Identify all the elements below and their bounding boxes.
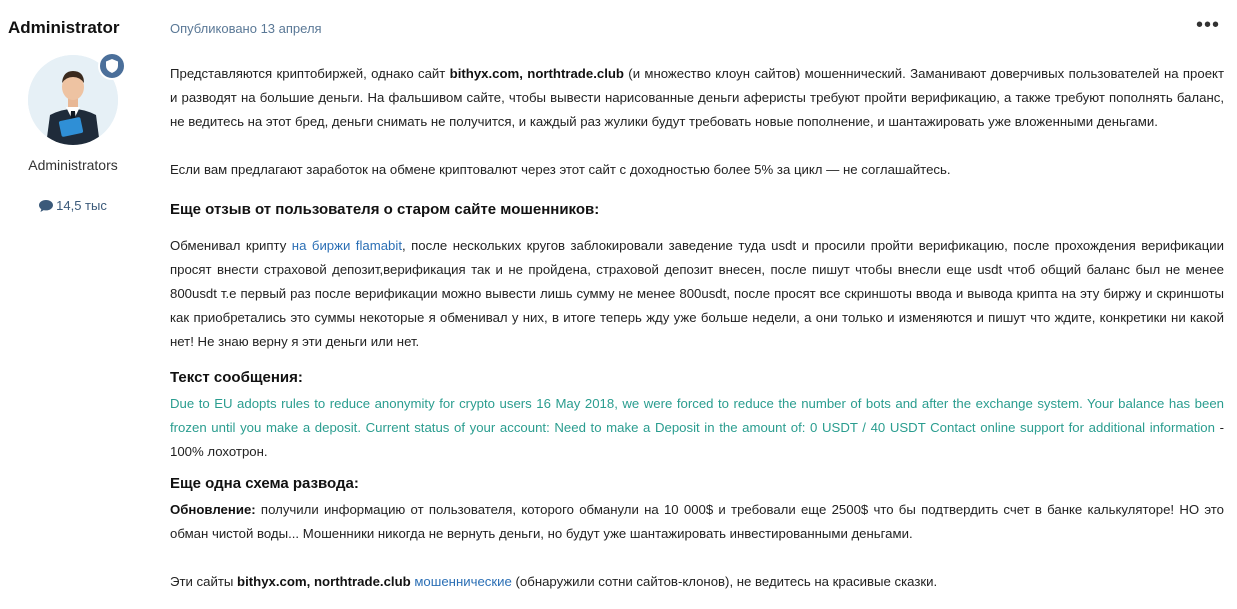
text: Эти сайты	[170, 574, 238, 589]
author-name[interactable]: Administrator	[8, 18, 120, 37]
text: Представляются криптобиржей, однако сайт	[170, 66, 450, 81]
text: (и множество клоун сайтов) мошеннический. Заманивают доверчивых пользователей на проект и разводят на большие деньги. На фальшивом сайте, чтобы вывести нарисованные деньги аферисты требуют пройти верификацию, а также требуют пополнять баланс, не ведитесь на этот бред, деньги снимать не получится, и каждый раз жулики будут требовать новые пополнение, и шантажировать уже вложенными деньгами.	[170, 66, 1225, 129]
text: (обнаружили сотни сайтов-клонов), не ведитесь на красивые сказки.	[511, 574, 938, 589]
paragraph-final	[170, 570, 1224, 594]
post-count-value: 14,5 тыс	[56, 198, 107, 213]
heading-message: Текст сообщения:	[170, 369, 303, 386]
comment-icon	[39, 200, 53, 212]
bold-sites: bithyx.com, northtrade.club	[449, 66, 624, 81]
paragraph-message	[170, 392, 1224, 464]
text: Обменивал крипту	[170, 238, 292, 253]
quoted-message: Due to EU adopts rules to reduce anonymity for crypto users 16 May 2018, we were forced to reduce the number of bots and after the exchange system. Your balance has been frozen until you make a deposit. Current status of your account: Need to make a Deposit in the amount of: 0 USDT / 40 USDT Contact online support for additional information	[170, 396, 1224, 435]
author-post-count[interactable]	[0, 198, 146, 213]
paragraph-review	[170, 234, 1224, 354]
heading-scheme: Еще одна схема развода:	[170, 475, 359, 492]
text: получили информацию от пользователя, которого обманули на 10 000$ и требовали еще 2500$ что бы подтвердить счет в банке калькуляторе! НО это обман чистой воды... Мошенники никогда не вернуть деньги, но будут уже шантажировать инвестированными деньгами.	[170, 502, 1224, 541]
text: , после нескольких кругов заблокировали заведение туда usdt и просили пройти верификацию, после прохождения верификации просят внести страховой депозит,верификация так и не пройдена, страховой депозит внесен, после пишут чтобы внесли еще usdt чтоб общий баланс был не менее 800usdt т.е первый раз после верификации можно вывести лишь сумму не менее 800usdt, после просят все скриншоты ввода и вывода крипта на эту биржу и скриншоты как приобретались это суммы некоторые я обменивал у них, в итоге теперь жду уже больше недели, а они только и изменяются и пишут что ждите, конкретики ни какой нет! Не знаю верну я эти деньги или нет.	[170, 238, 1224, 349]
post-body	[170, 62, 1224, 594]
shield-badge-icon	[98, 52, 126, 80]
bold-update: Обновление:	[170, 502, 256, 517]
link-fraudulent[interactable]: мошеннические	[414, 574, 512, 589]
link-flamabit[interactable]: на биржи flamabit	[291, 238, 402, 253]
bold-sites: bithyx.com, northtrade.club	[237, 574, 411, 589]
heading-review: Еще отзыв от пользователя о старом сайте мошенников:	[170, 201, 600, 218]
author-group: Administrators	[28, 157, 118, 173]
text: - 100% лохотрон.	[170, 420, 1224, 459]
paragraph-update	[170, 498, 1224, 546]
paragraph-warning: Если вам предлагают заработок на обмене криптовалют через этот сайт с доходностью более 5% за цикл — не соглашайтесь.	[170, 162, 951, 177]
ellipsis-icon[interactable]: •••	[1195, 14, 1220, 36]
paragraph-intro	[170, 62, 1224, 134]
post-date[interactable]: Опубликовано 13 апреля	[170, 21, 322, 36]
